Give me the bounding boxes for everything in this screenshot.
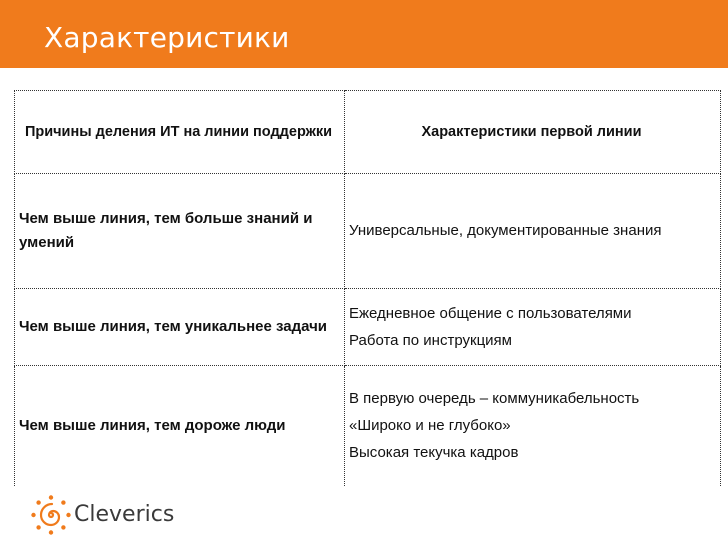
title-bar <box>0 0 728 68</box>
reason-cell: Чем выше линия, тем больше знаний и умений <box>15 174 345 289</box>
characteristic-line: В первую очередь – коммуникабельность <box>349 390 640 407</box>
header-reasons: Причины деления ИТ на линии поддержки <box>15 91 345 174</box>
reason-cell: Чем выше линия, тем дороже люди <box>15 366 345 487</box>
slide-title: Характеристики <box>44 21 290 54</box>
characteristic-line: Работа по инструкциям <box>349 331 512 349</box>
characteristic-line: Универсальные, документированные знания <box>349 222 662 239</box>
table-row <box>15 289 721 366</box>
logo-text: Cleverics <box>74 502 175 527</box>
characteristics-cell <box>345 366 721 487</box>
characteristic-line: Ежедневное общение с пользователями <box>349 304 632 322</box>
characteristics-table <box>14 90 721 486</box>
header-first-line: Характеристики первой линии <box>345 91 721 174</box>
table-row <box>15 366 721 487</box>
characteristic-line: «Широко и не глубоко» <box>349 417 511 434</box>
characteristic-line: Высокая текучка кадров <box>349 444 519 461</box>
table-row <box>15 174 721 289</box>
table-header-row <box>15 91 721 174</box>
spiral-sun-icon <box>30 494 72 536</box>
reason-cell: Чем выше линия, тем уникальнее задачи <box>15 289 345 366</box>
characteristics-cell <box>345 289 721 366</box>
characteristics-cell <box>345 174 721 289</box>
cleverics-logo <box>30 494 190 538</box>
